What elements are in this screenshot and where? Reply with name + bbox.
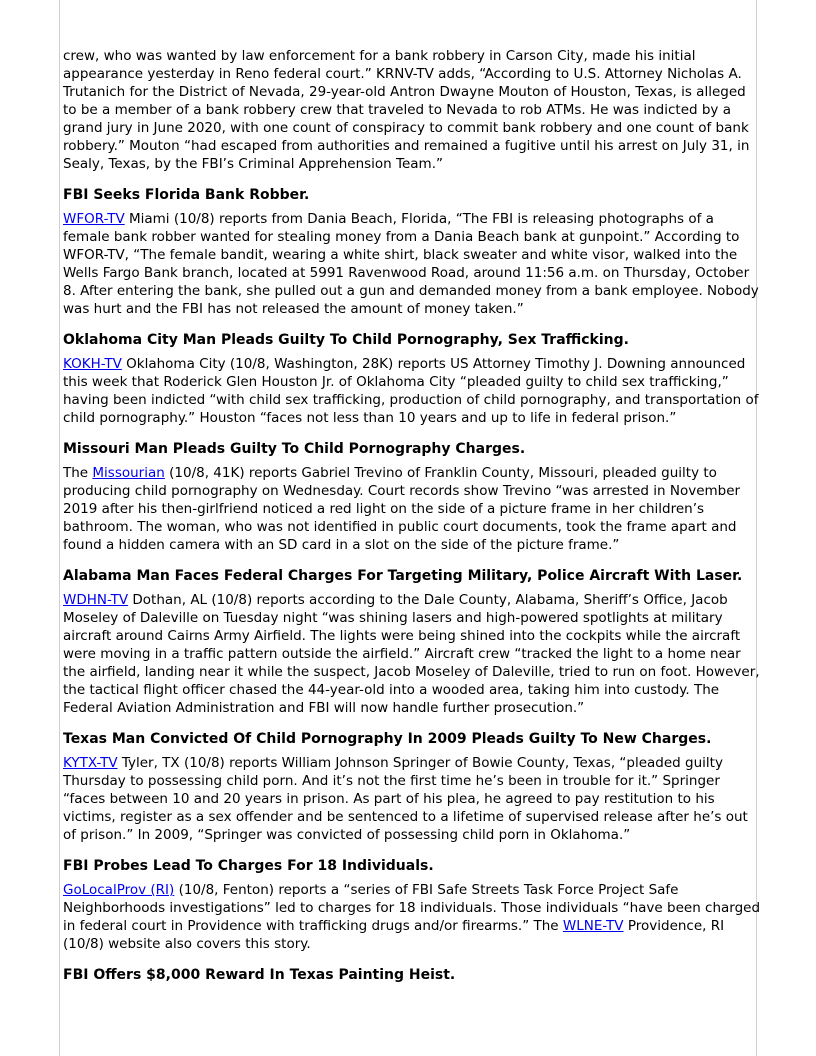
article-body	[63, 464, 763, 554]
article-headline: FBI Offers $8,000 Reward In Texas Painting Heist.	[63, 967, 456, 983]
article-body	[63, 754, 763, 844]
source-link-wfor-tv[interactable]: WFOR-TV	[63, 211, 125, 227]
article-text: (10/8, 41K) reports Gabriel Trevino of Franklin County, Missouri, pleaded guilty to producing child pornography on Wednesday. Court records show Trevino “was arrested in November 2019 after his then-girlfriend noticed a red light on the side of a picture frame in her children’s bathroom. The woman, who was not identified in public court documents, took the frame apart and found a hidden camera with an SD card in a slot on the side of the picture frame.”	[63, 465, 741, 553]
article-prefix: The	[63, 465, 93, 481]
article-alabama-man-laser-charges	[63, 567, 763, 717]
source-link-kytx-tv[interactable]: KYTX-TV	[63, 755, 118, 771]
article-body	[63, 591, 763, 717]
article-text: Oklahoma City (10/8, Washington, 28K) reports US Attorney Timothy J. Downing announced this week that Roderick Glen Houston Jr. of Oklahoma City “pleaded guilty to child sex trafficking,” having been indicted “with child sex trafficking, production of child pornography, and transportation of child pornography.” Houston “faces not less than 10 years and up to life in federal prison.”	[63, 356, 759, 426]
article-headline: Texas Man Convicted Of Child Pornography In 2009 Pleads Guilty To New Charges.	[63, 731, 712, 747]
article-headline: Oklahoma City Man Pleads Guilty To Child Pornography, Sex Trafficking.	[63, 332, 629, 348]
article-text-continued: Providence, RI (10/8) website also covers this story.	[63, 918, 725, 952]
article-missouri-man-pleads-guilty	[63, 440, 763, 554]
article-text: Miami (10/8) reports from Dania Beach, Florida, “The FBI is releasing photographs of a female bank robber wanted for stealing money from a Dania Beach bank at gunpoint.” According to WFOR-TV, “The female bandit, wearing a white shirt, black sweater and white visor, walked into the Wells Fargo Bank branch, located at 5991 Ravenwood Road, around 11:56 a.m. on Thursday, October 8. After entering the bank, she pulled out a gun and demanded money from a bank employee. Nobody was hurt and the FBI has not released the amount of money taken.”	[63, 211, 759, 317]
article-body	[63, 881, 763, 953]
article-body	[63, 210, 763, 318]
article-text: Dothan, AL (10/8) reports according to the Dale County, Alabama, Sheriff’s Office, Jacob Moseley of Daleville on Tuesday night “was shining lasers and high-powered spotlights at military aircraft around Cairns Army Airfield. The lights were being shined into the cockpits while the aircraft were moving in a traffic pattern outside the airfield.” Aircraft crew “tracked the light to a home near the airfield, landing near it while the suspect, Jacob Moseley of Daleville, tried to run on foot. However, the tactical flight officer chased the 44-year-old into a wooded area, taking him into custody. The Federal Aviation Administration and FBI will now handle further prosecution.”	[63, 592, 760, 716]
article-oklahoma-city-man-pleads-guilty	[63, 331, 763, 427]
article-body	[63, 355, 763, 427]
article-headline: Missouri Man Pleads Guilty To Child Pornography Charges.	[63, 441, 526, 457]
article-headline: FBI Seeks Florida Bank Robber.	[63, 187, 310, 203]
article-headline: FBI Probes Lead To Charges For 18 Individuals.	[63, 858, 434, 874]
lead-paragraph: crew, who was wanted by law enforcement for a bank robbery in Carson City, made his initial appearance yesterday in Reno federal court.” KRNV-TV adds, “According to U.S. Attorney Nicholas A. Trutanich for the District of Nevada, 29-year-old Antron Dwayne Mouton of Houston, Texas, is alleged to be a member of a bank robbery crew that traveled to Nevada to rob ATMs. He was indicted by a grand jury in June 2020, with one count of conspiracy to commit bank robbery and one count of bank robbery.” Mouton “had escaped from authorities and remained a fugitive until his arrest on July 31, in Sealy, Texas, by the FBI’s Criminal Apprehension Team.”	[63, 48, 750, 172]
source-link-kokh-tv[interactable]: KOKH-TV	[63, 356, 122, 372]
news-briefing-page	[63, 47, 763, 990]
article-fbi-reward-texas-painting	[63, 966, 763, 984]
article-headline: Alabama Man Faces Federal Charges For Targeting Military, Police Aircraft With Laser.	[63, 568, 743, 584]
article-text: (10/8, Fenton) reports a “series of FBI Safe Streets Task Force Project Safe Neighborhoods investigations” led to charges for 18 individuals. Those individuals “have been charged in federal court in Providence with trafficking drugs and/or firearms.” The	[63, 882, 761, 934]
source-link-missourian[interactable]: Missourian	[92, 465, 165, 481]
article-texas-man-new-charges	[63, 730, 763, 844]
article-fbi-seeks-florida-bank-robber	[63, 186, 763, 318]
source-link-wlne-tv[interactable]: WLNE-TV	[562, 918, 624, 934]
article-text: Tyler, TX (10/8) reports William Johnson Springer of Bowie County, Texas, “pleaded guilty Thursday to possessing child porn. And it’s not the first time he’s been in trouble for it.” Springer “faces between 10 and 20 years in prison. As part of his plea, he agreed to pay restitution to his victims, register as a sex offender and be sentenced to a lifetime of supervised release after he’s out of prison.” In 2009, “Springer was convicted of possessing child porn in Oklahoma.”	[63, 755, 748, 843]
article-fbi-probes-18-individuals	[63, 857, 763, 953]
left-margin-rule	[59, 0, 60, 1056]
source-link-golocalprov[interactable]: GoLocalProv (RI)	[63, 882, 175, 898]
source-link-wdhn-tv[interactable]: WDHN-TV	[63, 592, 129, 608]
